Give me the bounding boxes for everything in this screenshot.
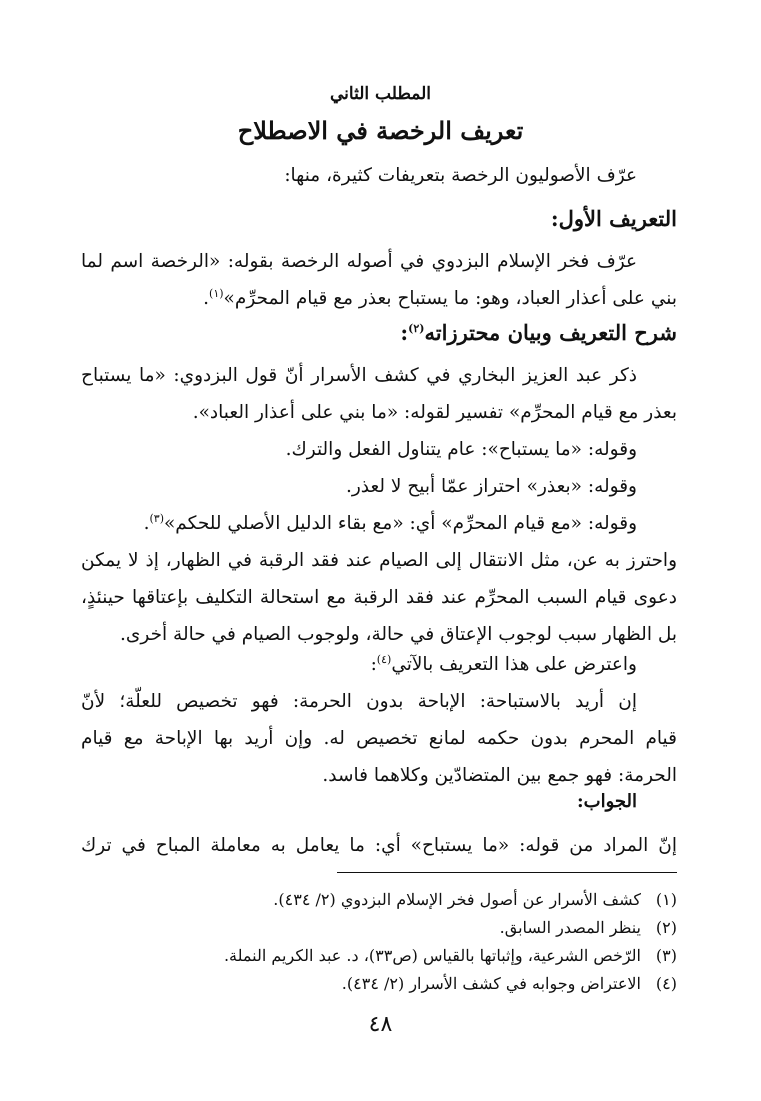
punctuation: .: [143, 513, 150, 534]
explanation-heading-text: شرح التعريف وبيان محترزاته: [424, 320, 677, 345]
punctuation: .: [203, 288, 210, 309]
page-number: ٤٨: [368, 1012, 393, 1037]
punctuation: :: [400, 320, 409, 345]
footnote-ref: (١): [209, 286, 224, 300]
answer-heading: الجواب:: [577, 791, 637, 812]
paragraph-line: قيام المحرم بدون حكمه لمانع تخصيص له. وإن أريد بها الإباحة مع قيام: [81, 728, 677, 749]
definition-line: عرّف فخر الإسلام البزدوي في أصوله الرخصة بقوله: «الرخصة اسم لما: [81, 251, 637, 272]
paragraph-line: وقوله: «ما يستباح»: عام يتناول الفعل والترك.: [285, 439, 637, 460]
paragraph-line: بل الظهار سبب لوجوب الإعتاق في حالة، ولوجوب الصيام في حالة أخرى.: [120, 624, 677, 645]
footnote-number: (٣): [655, 946, 677, 965]
punctuation: :: [370, 654, 377, 675]
paragraph-line: ذكر عبد العزيز البخاري في كشف الأسرار أنّ قول البزدوي: «ما يستباح: [81, 365, 637, 386]
footnote-text: ينظر المصدر السابق.: [499, 918, 641, 937]
paragraph-line: الحرمة: فهو جمع بين المتضادّين وكلاهما فاسد.: [322, 765, 677, 786]
paragraph-line: إن أريد بالاستباحة: الإباحة بدون الحرمة: فهو تخصيص للعلّة؛ لأنّ: [81, 691, 637, 712]
footnote-number: (٤): [655, 974, 677, 993]
footnote-number: (١): [655, 890, 677, 909]
definition-line: [81, 281, 677, 317]
footnote-ref: (٤): [376, 652, 392, 666]
footnote-text: الاعتراض وجوابه في كشف الأسرار (٢/ ٤٣٤).: [341, 974, 641, 993]
definition-text: بني على أعذار العباد، وهو: ما يستباح بعذر مع قيام المحرِّم»: [223, 288, 677, 309]
footnote: [81, 971, 677, 997]
paragraph-line: [81, 647, 677, 683]
page-title: تعريف الرخصة في الاصطلاح: [237, 116, 524, 145]
footnote-text: الرّخص الشرعية، وإثباتها بالقياس (ص٣٣)، د. عبد الكريم النملة.: [223, 946, 641, 965]
footnote-number: (٢): [655, 918, 677, 937]
paragraph-text: واعترض على هذا التعريف بالآتي: [391, 654, 637, 675]
paragraph-line: بعذر مع قيام المحرِّم» تفسير لقوله: «ما بني على أعذار العباد».: [192, 402, 677, 423]
paragraph-line: [81, 506, 677, 542]
explanation-heading: [81, 320, 677, 345]
footnote-ref: (٣): [149, 511, 164, 525]
footnote: [81, 887, 677, 913]
intro-text: عرّف الأصوليون الرخصة بتعريفات كثيرة، منها:: [284, 165, 637, 186]
definition-heading: التعريف الأول:: [550, 206, 677, 231]
footnote-text: كشف الأسرار عن أصول فخر الإسلام البزدوي (٢/ ٤٣٤).: [273, 890, 641, 909]
paragraph-line: إنّ المراد من قوله: «ما يستباح» أي: ما يعامل به معاملة المباح في ترك: [81, 835, 677, 856]
paragraph-text: وقوله: «مع قيام المحرِّم» أي: «مع بقاء الدليل الأصلي للحكم»: [163, 513, 637, 534]
paragraph-line: وقوله: «بعذر» احتراز عمّا أبيح لا لعذر.: [345, 476, 637, 497]
footnote-divider: [337, 872, 677, 873]
footnote: [81, 915, 677, 941]
footnote: [81, 943, 677, 969]
paragraph-line: واحترز به عن، مثل الانتقال إلى الصيام عند فقد الرقبة في الظهار، إذ لا يمكن: [81, 550, 677, 571]
paragraph-line: دعوى قيام السبب المحرِّم عند فقد الرقبة مع استحالة التكليف بإعتاقها حينئذٍ،: [81, 587, 677, 608]
footnote-ref: (٢): [408, 322, 425, 335]
section-label: المطلب الثاني: [329, 84, 432, 104]
